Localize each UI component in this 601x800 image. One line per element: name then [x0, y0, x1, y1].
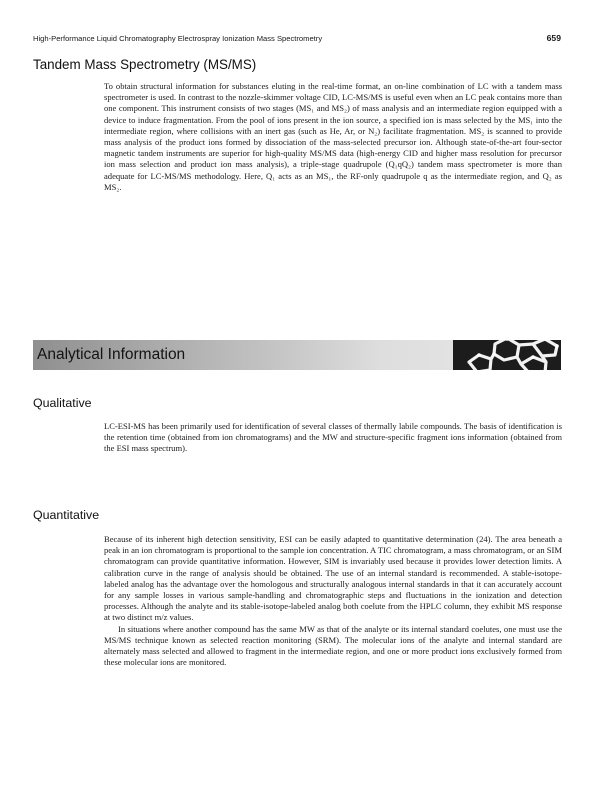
qualitative-paragraph: LC-ESI-MS has been primarily used for identification of several classes of thermally labile compounds. The basis of identification is the retention time (obtained from ion chromatograms) and the MW and structure-specific fragment ions information (obtained from the ESI mass spectrum).	[104, 421, 562, 454]
quantitative-body	[104, 534, 562, 668]
running-header	[33, 33, 561, 43]
banner-title: Analytical Information	[37, 346, 186, 363]
section-banner	[33, 340, 561, 370]
quantitative-paragraph-1: Because of its inherent high detection sensitivity, ESI can be easily adapted to quantitative determination (24). The area beneath a peak in an ion chromatogram is proportional to the sample ion concentration. A TIC chromatogram, a mass chromatogram, or an SIM chromatogram can provide quantitative information. However, SIM is invariably used because it provides lower detection limits. A calibration curve in the range of analysis should be obtained. The use of an internal standard is recommended. A stable-isotope-labeled analog has the advantage over the homologous and structurally analogous internal standards in that it can accurately account for any sample losses in various sample-handling and chromatographic steps and fluctuations in the ionization and detection processes. Although the analyte and its stable-isotope-labeled analog both coelute from the HPLC column, they exhibit MS response at two distinct m/z values.	[104, 534, 562, 623]
qualitative-body	[104, 421, 562, 455]
quantitative-paragraph-2: In situations where another compound has the same MW as that of the analyte or its internal standard coelutes, one must use the MS/MS technique known as selected reaction monitoring (SRM). The molecular ions of the analyte and internal standard are alternately mass selected and allowed to fragment in the intermediate region, and one or more product ions exclusively formed from these molecular ions are monitored.	[104, 623, 562, 668]
section-title-qualitative: Qualitative	[33, 396, 92, 410]
tandem-ms-body	[104, 81, 562, 193]
page-number: 659	[546, 33, 561, 43]
tandem-ms-paragraph: To obtain structural information for substances eluting in the real-time format, an on-line combination of LC with a tandem mass spectrometer is used. In contrast to the nozzle-skimmer voltage CID, LC-MS/MS is useful even when an LC peak contains more than one component. This instrument consists of two stages (MS₁ and MS₂) of mass analysis and an intermediate region equipped with a device to induce fragmentation. From the pool of ions present in the ion source, a specified ion is mass selected by the MS₁ into the intermediate region, where collisions with an inert gas (such as He, Ar, or N₂) facilitate fragmentation. MS₂ is scanned to provide mass analysis of the product ions formed by dissociation of the mass-selected precursor ion. Although state-of-the-art four-sector magnetic tandem instruments are superior for high-quality MS/MS data (high-energy CID and higher mass resolution for precursor ion mass selection and product ion mass analysis), a triple-stage quadrupole (Q₁qQ₂) tandem mass spectrometer is more than adequate for LC-MS/MS methodology. Here, Q₁ acts as an MS₁, the RF-only quadrupole q as the intermediate region, and Q₂ as MS₂.	[104, 81, 562, 192]
section-title-quantitative: Quantitative	[33, 508, 100, 522]
running-title: High-Performance Liquid Chromatography Electrospray Ionization Mass Spectrometry	[33, 34, 323, 43]
section-title-tandem-ms: Tandem Mass Spectrometry (MS/MS)	[33, 57, 257, 72]
